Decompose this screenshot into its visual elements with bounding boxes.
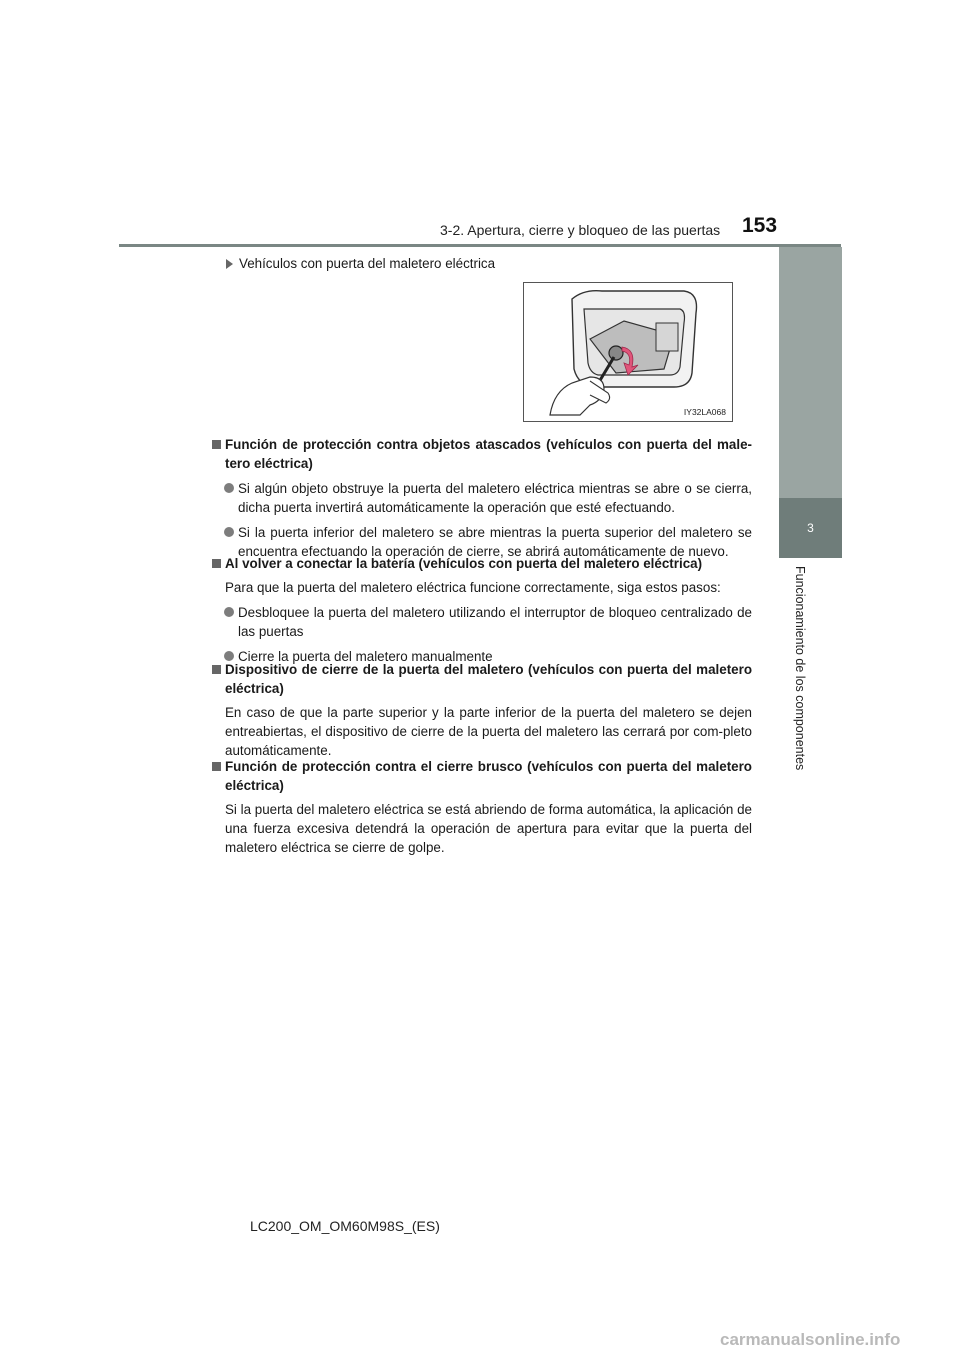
circle-bullet-icon	[224, 607, 234, 617]
circle-bullet-icon	[224, 483, 234, 493]
section-4	[212, 757, 752, 857]
watermark: carmanualsonline.info	[720, 1330, 901, 1349]
subheading-text: Vehículos con puerta del maletero eléctrica	[239, 256, 496, 271]
section-title-text: Dispositivo de cierre de la puerta del maletero (vehículos con puerta del maletero eléctrica)	[225, 662, 752, 696]
bullet-text: Si la puerta inferior del maletero se abre mientras la puerta superior del maletero se encuentra efectuando la operación de cierre, se abrirá automáticamente de nuevo.	[238, 525, 752, 559]
right-bracket-icon	[656, 323, 678, 351]
circle-bullet-icon	[224, 527, 234, 537]
section-3	[212, 660, 752, 760]
bullet-item	[212, 603, 752, 641]
bullet-text: Si algún objeto obstruye la puerta del maletero eléctrica mientras se abre o se cierra, dicha puerta invertirá automáticamente la operación que esté efectuando.	[238, 481, 752, 515]
section-title-text: Función de protección contra objetos atascados (vehículos con puerta del male-tero eléctrica)	[225, 437, 752, 471]
section-title	[212, 660, 752, 698]
section-2	[212, 554, 752, 666]
section-paragraph: Si la puerta del maletero eléctrica se está abriendo de forma automática, la aplicación de una fuerza excesiva detendrá la operación de apertura para evitar que la puerta del maletero eléctrica se cierre de golpe.	[225, 802, 752, 855]
section-title	[212, 554, 752, 573]
section-title	[212, 435, 752, 473]
page-number: 153	[742, 214, 778, 237]
section-title	[212, 757, 752, 795]
header-rule	[119, 244, 841, 247]
chapter-tab	[779, 498, 842, 558]
subheading	[226, 256, 495, 271]
header-section-title: 3-2. Apertura, cierre y bloqueo de las puertas	[440, 222, 721, 238]
square-bullet-icon	[212, 440, 221, 449]
tailgate-illustration	[524, 283, 732, 421]
bullet-text: Cierre la puerta del maletero manualmente	[238, 649, 493, 664]
illustration	[523, 282, 733, 422]
triangle-bullet-icon	[226, 259, 233, 269]
section-paragraph: Para que la puerta del maletero eléctrica funcione correctamente, siga estos pasos:	[225, 580, 721, 595]
section-title-text: Función de protección contra el cierre brusco (vehículos con puerta del maletero eléctrica)	[225, 759, 752, 793]
footer-code: LC200_OM_OM60M98S_(ES)	[250, 1218, 440, 1234]
square-bullet-icon	[212, 762, 221, 771]
chapter-number: 3	[807, 521, 814, 535]
section-1	[212, 435, 752, 561]
figure-code: IY32LA068	[683, 407, 726, 417]
section-paragraph: En caso de que la parte superior y la parte inferior de la puerta del maletero se dejen entreabiertas, el dispositivo de cierre de la puerta del maletero las cerrará por com-pleto automáticamente.	[225, 705, 752, 758]
bullet-item	[212, 479, 752, 517]
square-bullet-icon	[212, 559, 221, 568]
chapter-title: Funcionamiento de los componentes	[793, 566, 807, 771]
lock-cylinder-icon	[609, 346, 623, 360]
chapter-tab-top	[779, 247, 842, 498]
section-title-text: Al volver a conectar la batería (vehículos con puerta del maletero eléctrica)	[225, 556, 703, 571]
square-bullet-icon	[212, 665, 221, 674]
bullet-text: Desbloquee la puerta del maletero utilizando el interruptor de bloqueo centralizado de las puertas	[238, 605, 752, 639]
